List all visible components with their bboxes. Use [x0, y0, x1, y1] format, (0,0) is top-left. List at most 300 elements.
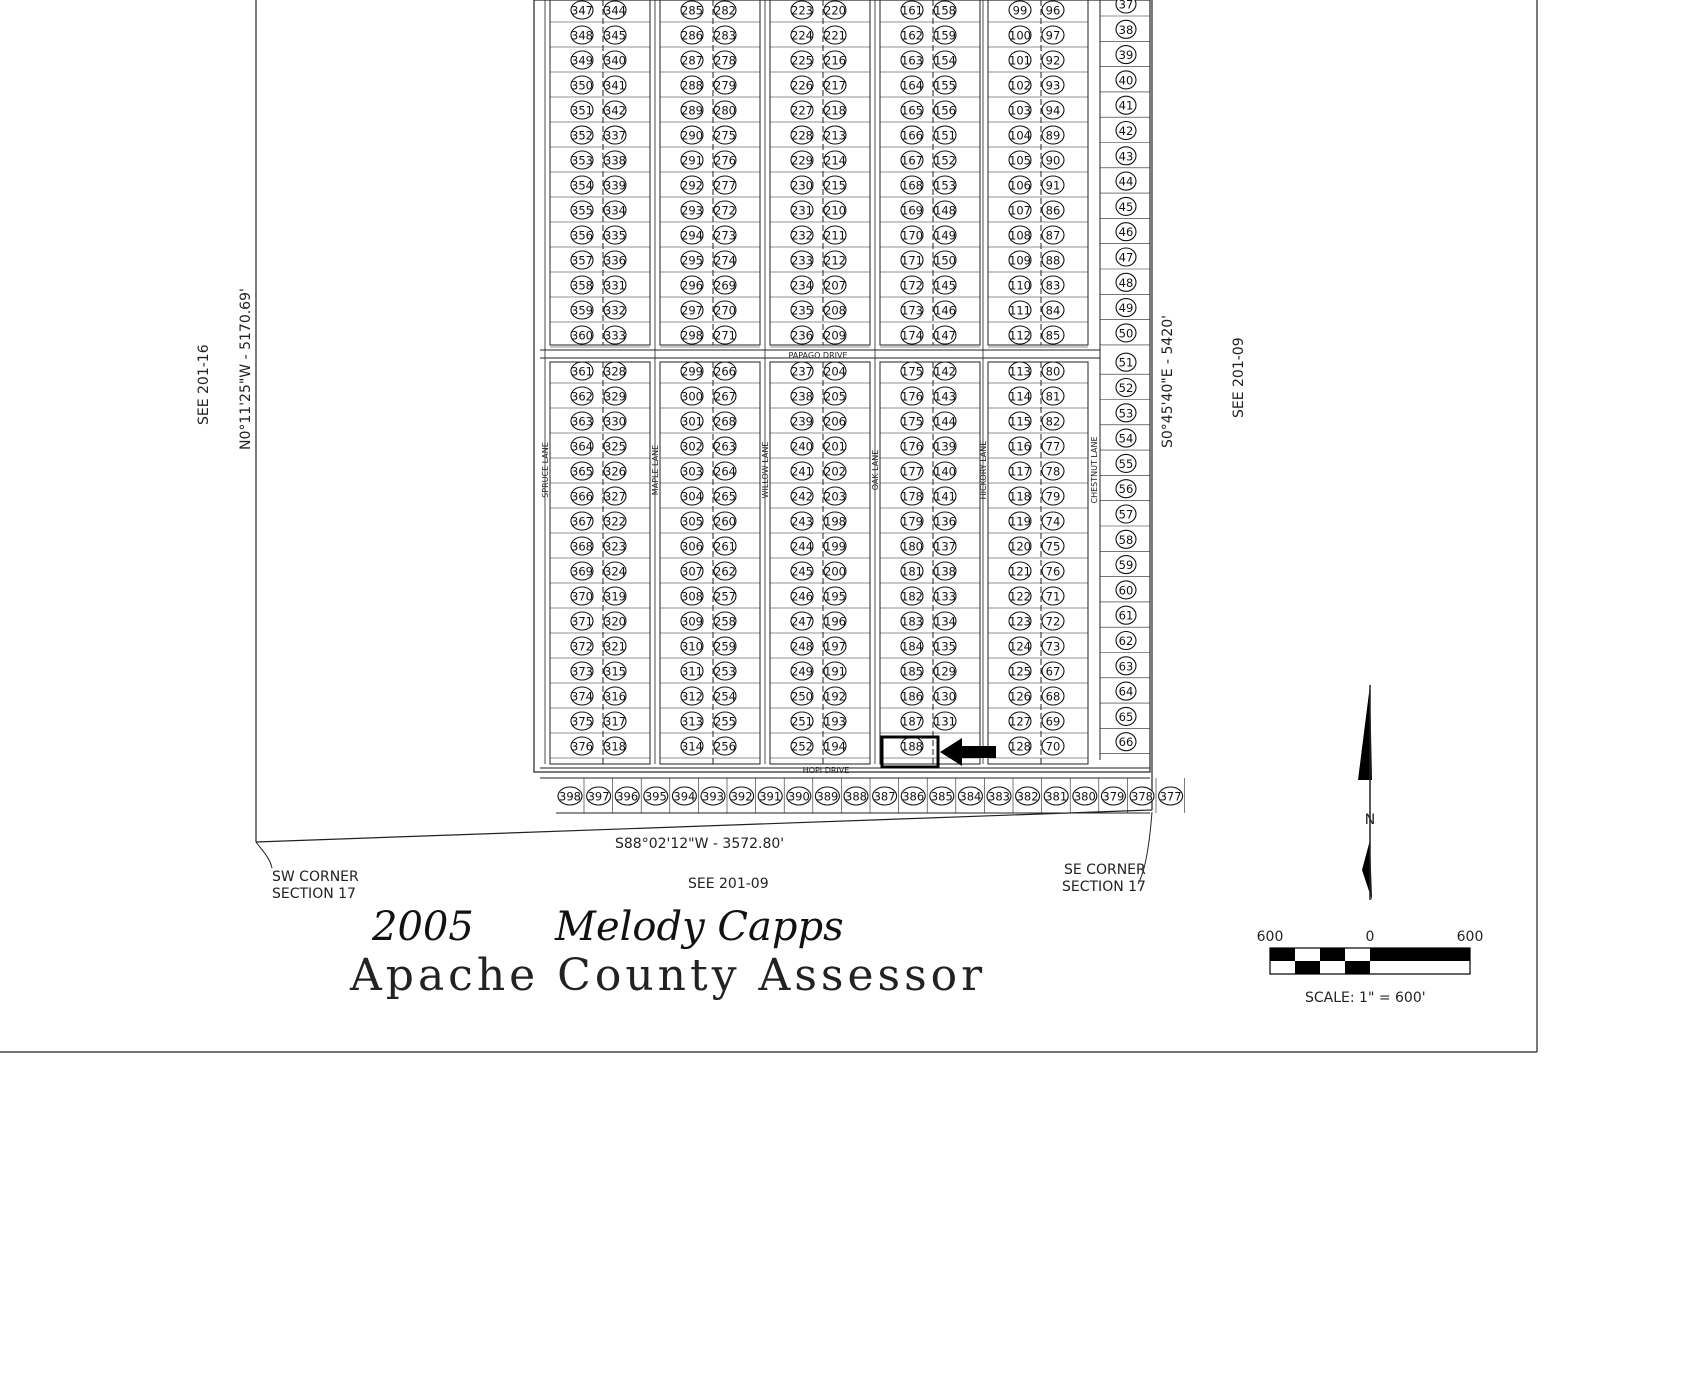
lot-marker — [934, 712, 956, 730]
lot-number: 79 — [1045, 489, 1061, 504]
lot-marker — [604, 76, 626, 94]
lot-marker — [824, 712, 846, 730]
lot-marker — [1042, 362, 1064, 380]
title-office: Apache County Assessor — [350, 950, 987, 1001]
lot-number: 383 — [988, 789, 1010, 804]
lot-marker — [1042, 387, 1064, 405]
lot-marker — [824, 687, 846, 705]
lot-marker — [714, 151, 736, 169]
lot-marker — [1042, 76, 1064, 94]
lot-marker — [571, 126, 593, 144]
lot-number: 38 — [1118, 22, 1134, 37]
lot-marker — [604, 412, 626, 430]
lot-marker — [824, 487, 846, 505]
lot-marker — [901, 662, 923, 680]
lot-number: 303 — [681, 464, 703, 479]
lot-number: 396 — [616, 789, 639, 804]
lot-number: 304 — [681, 489, 703, 504]
lot-number: 348 — [571, 28, 593, 43]
lot-number: 340 — [604, 53, 626, 68]
lot-marker — [1009, 226, 1031, 244]
lot-number: 351 — [571, 103, 593, 118]
lot-number: 237 — [791, 364, 813, 379]
lot-marker — [681, 562, 703, 580]
lot-marker — [571, 662, 593, 680]
lot-number: 89 — [1045, 128, 1061, 143]
lot-number: 192 — [824, 689, 846, 704]
lot-number: 231 — [791, 203, 813, 218]
lot-marker — [604, 387, 626, 405]
lot-marker — [1009, 537, 1031, 555]
lot-marker — [1009, 612, 1031, 630]
lot-number: 355 — [571, 203, 593, 218]
lot-marker — [571, 737, 593, 755]
lot-marker — [901, 126, 923, 144]
lot-marker — [714, 712, 736, 730]
lot-number: 260 — [714, 514, 736, 529]
lot-number: 335 — [604, 228, 626, 243]
lot-number: 369 — [571, 564, 593, 579]
north-label: N — [1364, 812, 1376, 828]
lot-number: 145 — [934, 278, 956, 293]
lot-number: 186 — [901, 689, 923, 704]
lot-marker — [604, 662, 626, 680]
lot-marker — [934, 201, 956, 219]
lot-number: 60 — [1118, 583, 1134, 598]
lot-number: 213 — [824, 128, 846, 143]
lot-number: 200 — [824, 564, 846, 579]
lot-number: 295 — [681, 253, 703, 268]
lot-marker — [901, 437, 923, 455]
lot-number: 225 — [791, 53, 813, 68]
lot-marker — [1116, 197, 1136, 215]
lot-marker — [1009, 587, 1031, 605]
lot-number: 393 — [702, 789, 724, 804]
lot-number: 61 — [1118, 608, 1134, 623]
lot-marker — [644, 787, 668, 805]
lot-number: 102 — [1009, 78, 1031, 93]
lot-marker — [714, 437, 736, 455]
lot-marker — [1116, 480, 1136, 498]
lot-number: 80 — [1045, 364, 1061, 379]
block-lower — [988, 362, 1088, 764]
lot-number: 365 — [571, 464, 593, 479]
lot-number: 308 — [681, 589, 703, 604]
lot-number: 142 — [934, 364, 956, 379]
lot-marker — [672, 787, 696, 805]
lot-marker — [681, 637, 703, 655]
lot-marker — [791, 326, 813, 344]
lot-number: 176 — [901, 439, 923, 454]
lane-label: OAK LANE — [871, 449, 880, 491]
lot-marker — [791, 276, 813, 294]
lot-number: 116 — [1009, 439, 1031, 454]
lot-number: 172 — [901, 278, 923, 293]
scale-bar-segment — [1370, 948, 1470, 961]
lot-number: 105 — [1009, 153, 1031, 168]
lot-marker — [681, 301, 703, 319]
lot-number: 39 — [1118, 48, 1134, 63]
lot-marker — [714, 76, 736, 94]
lot-marker — [604, 151, 626, 169]
lot-marker — [1116, 299, 1136, 317]
lot-number: 112 — [1009, 328, 1031, 343]
lot-marker — [824, 126, 846, 144]
lot-marker — [824, 637, 846, 655]
lot-marker — [571, 326, 593, 344]
lot-number: 155 — [934, 78, 956, 93]
lot-marker — [824, 412, 846, 430]
lot-marker — [1116, 581, 1136, 599]
lot-number: 77 — [1045, 439, 1061, 454]
lot-marker — [901, 76, 923, 94]
lot-number: 317 — [604, 714, 626, 729]
lot-number: 253 — [714, 664, 736, 679]
lot-number: 171 — [901, 253, 923, 268]
lot-number: 154 — [934, 53, 956, 68]
lot-number: 119 — [1009, 514, 1031, 529]
lot-number: 138 — [934, 564, 956, 579]
lot-number: 320 — [604, 614, 626, 629]
lot-marker — [901, 362, 923, 380]
lot-number: 313 — [681, 714, 703, 729]
lot-number: 375 — [571, 714, 593, 729]
lot-marker — [1116, 606, 1136, 624]
lot-marker — [824, 437, 846, 455]
lot-number: 358 — [571, 278, 593, 293]
lot-number: 291 — [681, 153, 703, 168]
lot-number: 147 — [934, 328, 956, 343]
lot-number: 163 — [901, 53, 923, 68]
lot-marker — [901, 587, 923, 605]
lot-marker — [681, 176, 703, 194]
lot-number: 256 — [714, 739, 736, 754]
lot-marker — [1116, 273, 1136, 291]
lot-marker — [791, 251, 813, 269]
lot-marker — [1009, 362, 1031, 380]
lot-marker — [681, 226, 703, 244]
lot-number: 252 — [791, 739, 813, 754]
block-upper — [880, 0, 980, 345]
lot-number: 342 — [604, 103, 626, 118]
lot-marker — [1009, 412, 1031, 430]
lot-number: 215 — [824, 178, 846, 193]
lot-marker — [1042, 101, 1064, 119]
lot-number: 41 — [1118, 98, 1134, 113]
lot-marker — [571, 612, 593, 630]
lot-marker — [604, 562, 626, 580]
block-lower — [770, 362, 870, 764]
lot-marker — [604, 537, 626, 555]
lot-marker — [791, 612, 813, 630]
lane-label: CHESTNUT LANE — [1090, 436, 1099, 504]
lot-marker — [558, 787, 582, 805]
lot-marker — [571, 537, 593, 555]
lot-number: 324 — [604, 564, 626, 579]
lot-marker — [824, 612, 846, 630]
lot-number: 261 — [714, 539, 736, 554]
lot-number: 87 — [1045, 228, 1061, 243]
lot-number: 55 — [1118, 456, 1134, 471]
lot-marker — [571, 301, 593, 319]
lot-marker — [1116, 556, 1136, 574]
lot-number: 334 — [604, 203, 626, 218]
lot-marker — [934, 151, 956, 169]
lot-marker — [901, 176, 923, 194]
lot-number: 316 — [604, 689, 626, 704]
lot-marker — [571, 412, 593, 430]
lot-number: 286 — [681, 28, 703, 43]
lot-marker — [934, 226, 956, 244]
lot-number: 45 — [1118, 199, 1134, 214]
lot-number: 319 — [604, 589, 626, 604]
lot-number: 100 — [1009, 28, 1031, 43]
lot-marker — [958, 787, 982, 805]
lot-marker — [714, 512, 736, 530]
lot-marker — [1009, 26, 1031, 44]
lot-marker — [824, 387, 846, 405]
lot-marker — [791, 101, 813, 119]
lot-number: 185 — [901, 664, 923, 679]
lot-marker — [1159, 787, 1183, 805]
lot-number: 232 — [791, 228, 813, 243]
lot-marker — [1116, 122, 1136, 140]
lot-number: 258 — [714, 614, 736, 629]
lot-number: 122 — [1009, 589, 1031, 604]
lot-marker — [901, 637, 923, 655]
lot-number: 309 — [681, 614, 703, 629]
lot-marker — [1101, 787, 1125, 805]
lot-marker — [681, 76, 703, 94]
lot-number: 210 — [824, 203, 846, 218]
lot-marker — [791, 1, 813, 19]
lot-marker — [1009, 462, 1031, 480]
lot-marker — [934, 512, 956, 530]
lot-number: 106 — [1009, 178, 1031, 193]
lot-number: 130 — [934, 689, 956, 704]
lot-marker — [1009, 101, 1031, 119]
lot-number: 136 — [934, 514, 956, 529]
lot-marker — [1116, 530, 1136, 548]
lot-number: 191 — [824, 664, 846, 679]
road-label-hopi: HOPI DRIVE — [802, 766, 850, 775]
lot-marker — [571, 387, 593, 405]
lot-marker — [604, 1, 626, 19]
lot-marker — [791, 151, 813, 169]
lot-number: 133 — [934, 589, 956, 604]
block-lower — [660, 362, 760, 764]
se-corner-label: SE CORNER — [1064, 862, 1146, 878]
lot-number: 364 — [571, 439, 593, 454]
bearing-east-label: S0°45'40"E - 5420' — [1160, 315, 1176, 448]
lot-number: 175 — [901, 414, 923, 429]
lot-marker — [1042, 126, 1064, 144]
lot-number: 178 — [901, 489, 923, 504]
lot-number: 299 — [681, 364, 703, 379]
lot-marker — [714, 462, 736, 480]
scale-left-label: 600 — [1256, 929, 1284, 945]
lot-marker — [571, 437, 593, 455]
lot-marker — [934, 662, 956, 680]
lot-number: 330 — [604, 414, 626, 429]
lot-marker — [604, 712, 626, 730]
lot-marker — [1042, 737, 1064, 755]
lot-number: 359 — [571, 303, 593, 318]
lot-number: 53 — [1118, 406, 1134, 421]
lot-marker — [901, 101, 923, 119]
lot-number: 72 — [1045, 614, 1061, 629]
lot-number: 207 — [824, 278, 846, 293]
lot-marker — [571, 562, 593, 580]
lot-number: 245 — [791, 564, 813, 579]
lot-marker — [791, 637, 813, 655]
lot-number: 156 — [934, 103, 956, 118]
lot-number: 187 — [901, 714, 923, 729]
lot-marker — [934, 176, 956, 194]
lot-marker — [824, 462, 846, 480]
lot-marker — [714, 26, 736, 44]
lane-label: HICKORY LANE — [979, 440, 988, 500]
lot-marker — [901, 1, 923, 19]
lot-marker — [604, 512, 626, 530]
lot-number: 326 — [604, 464, 626, 479]
lot-number: 117 — [1009, 464, 1031, 479]
lot-number: 44 — [1118, 174, 1134, 189]
lot-marker — [571, 487, 593, 505]
lot-number: 283 — [714, 28, 736, 43]
lot-marker — [901, 226, 923, 244]
lot-marker — [604, 51, 626, 69]
lot-marker — [681, 101, 703, 119]
lot-marker — [934, 51, 956, 69]
lot-marker — [791, 362, 813, 380]
lot-marker — [787, 787, 811, 805]
lot-marker — [824, 276, 846, 294]
lot-number: 118 — [1009, 489, 1031, 504]
lot-marker — [934, 276, 956, 294]
lot-marker — [824, 326, 846, 344]
lot-number: 66 — [1118, 735, 1134, 750]
lot-marker — [987, 787, 1011, 805]
road-label-papago: PAPAGO DRIVE — [788, 351, 848, 360]
lot-marker — [571, 51, 593, 69]
lot-marker — [604, 201, 626, 219]
lot-number: 282 — [714, 3, 736, 18]
lot-marker — [681, 26, 703, 44]
lot-marker — [934, 462, 956, 480]
lot-number: 51 — [1118, 355, 1134, 370]
lot-marker — [714, 226, 736, 244]
scale-bar-segment — [1320, 948, 1345, 961]
lot-marker — [791, 712, 813, 730]
lot-number: 129 — [934, 664, 956, 679]
lot-number: 371 — [571, 614, 593, 629]
lot-number: 82 — [1045, 414, 1061, 429]
lot-marker — [714, 251, 736, 269]
lot-number: 91 — [1045, 178, 1061, 193]
lot-number: 271 — [714, 328, 736, 343]
lot-number: 201 — [824, 439, 846, 454]
lot-marker — [1042, 587, 1064, 605]
lot-number: 169 — [901, 203, 923, 218]
lot-marker — [901, 387, 923, 405]
lot-marker — [681, 487, 703, 505]
lot-marker — [791, 487, 813, 505]
lot-number: 56 — [1118, 482, 1134, 497]
lot-number: 212 — [824, 253, 846, 268]
lot-marker — [901, 737, 923, 755]
lot-number: 275 — [714, 128, 736, 143]
lot-number: 166 — [901, 128, 923, 143]
lot-marker — [791, 226, 813, 244]
lot-marker — [714, 1, 736, 19]
lot-marker — [714, 301, 736, 319]
lot-marker — [1009, 737, 1031, 755]
lot-number: 397 — [587, 789, 610, 804]
lot-number: 332 — [604, 303, 626, 318]
lot-number: 85 — [1045, 328, 1061, 343]
lot-marker — [901, 512, 923, 530]
lot-number: 265 — [714, 489, 736, 504]
lot-marker — [930, 787, 954, 805]
lot-marker — [901, 301, 923, 319]
lot-marker — [791, 587, 813, 605]
lot-marker — [1130, 787, 1154, 805]
lot-number: 111 — [1009, 303, 1031, 318]
lot-number: 203 — [824, 489, 846, 504]
scale-bar-segment — [1345, 961, 1370, 974]
lot-number: 296 — [681, 278, 703, 293]
lot-number: 307 — [681, 564, 703, 579]
lot-number: 92 — [1045, 53, 1061, 68]
lot-number: 216 — [824, 53, 846, 68]
lot-marker — [604, 301, 626, 319]
lot-number: 137 — [934, 539, 956, 554]
lot-number: 151 — [934, 128, 956, 143]
lot-marker — [571, 201, 593, 219]
lot-number: 230 — [791, 178, 813, 193]
scale-text: SCALE: 1" = 600' — [1305, 990, 1426, 1006]
lot-number: 372 — [571, 639, 593, 654]
lot-marker — [571, 687, 593, 705]
lot-marker — [701, 787, 725, 805]
lot-marker — [604, 587, 626, 605]
lot-marker — [934, 301, 956, 319]
lot-marker — [901, 412, 923, 430]
lot-number: 266 — [714, 364, 736, 379]
lot-marker — [571, 101, 593, 119]
lot-marker — [824, 662, 846, 680]
block-upper — [770, 0, 870, 345]
lot-marker — [824, 587, 846, 605]
lot-marker — [934, 637, 956, 655]
lot-number: 148 — [934, 203, 956, 218]
lot-marker — [681, 1, 703, 19]
lot-marker — [1116, 429, 1136, 447]
lot-number: 214 — [824, 153, 846, 168]
lot-marker — [1042, 512, 1064, 530]
lot-marker — [681, 201, 703, 219]
lot-number: 392 — [730, 789, 753, 804]
lot-marker — [1016, 787, 1040, 805]
lot-marker — [681, 512, 703, 530]
lot-number: 379 — [1102, 789, 1125, 804]
lot-number: 149 — [934, 228, 956, 243]
lot-number: 280 — [714, 103, 736, 118]
lot-marker — [681, 612, 703, 630]
lot-number: 233 — [791, 253, 813, 268]
lot-number: 300 — [681, 389, 703, 404]
